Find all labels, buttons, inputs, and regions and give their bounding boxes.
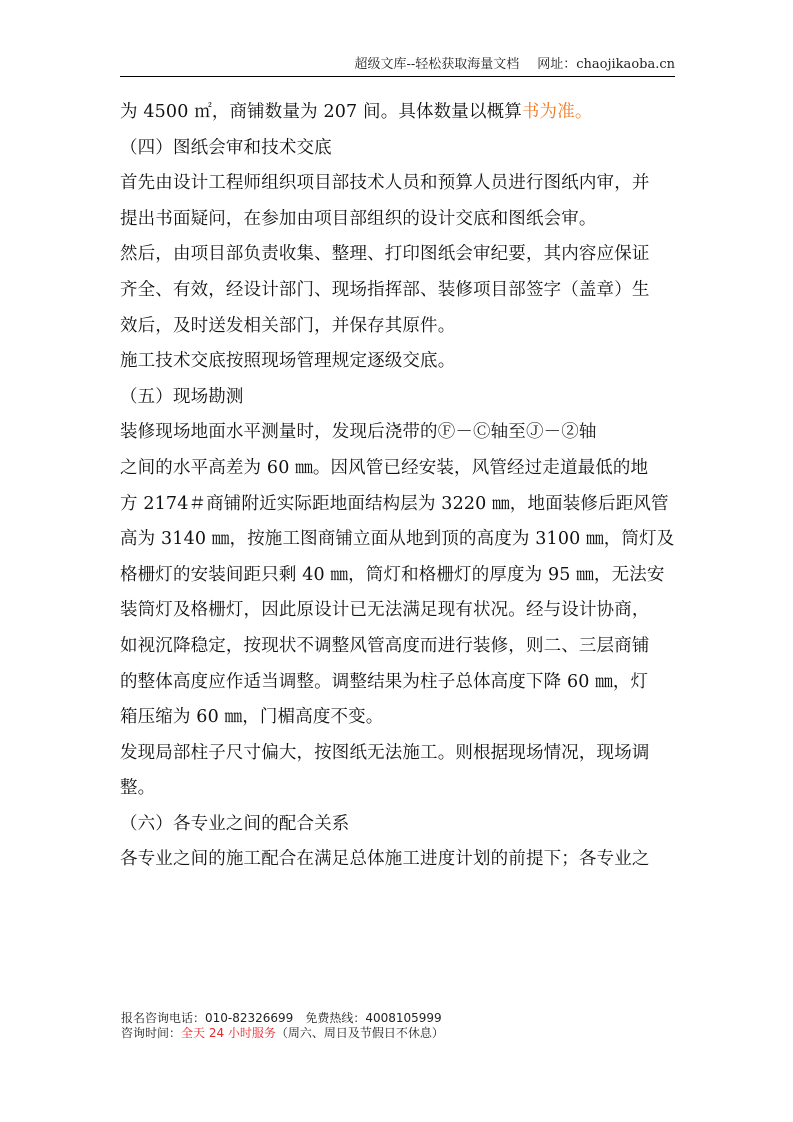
text-line: 如视沉降稳定，按现状不调整风管高度而进行装修，则二、三层商铺 bbox=[120, 635, 650, 656]
text-line: 为 4500 ㎡，商铺数量为 207 间。具体数量以概算书为准。 bbox=[120, 102, 593, 122]
text-line: 然后，由项目部负责收集、整理、打印图纸会审纪要，其内容应保证 bbox=[120, 244, 650, 265]
footer-hours-line: 咨询时间：全天 24 小时服务（周六、周日及节假日不休息） bbox=[121, 1026, 444, 1040]
text-line: 各专业之间的施工配合在满足总体施工进度计划的前提下；各专业之 bbox=[120, 849, 650, 870]
text-line: 装筒灯及格栅灯，因此原设计已无法满足现有状况。经与设计协商， bbox=[120, 600, 650, 621]
text-line: 施工技术交底按照现场管理规定逐级交底。 bbox=[120, 351, 456, 372]
section-heading: （四）图纸会审和技术交底 bbox=[120, 137, 332, 158]
text-line: 格栅灯的安装间距只剩 40 ㎜，筒灯和格栅灯的厚度为 95 ㎜，无法安 bbox=[120, 564, 665, 585]
text-line: 整。 bbox=[120, 778, 156, 799]
document-body bbox=[120, 95, 678, 878]
text-line: 装修现场地面水平测量时，发现后浇带的Ⓕ－Ⓒ轴至Ⓙ－②轴 bbox=[120, 422, 597, 443]
section-heading: （五）现场勘测 bbox=[120, 386, 244, 407]
text-line: 之间的水平高差为 60 ㎜。因风管已经安装，风管经过走道最低的地 bbox=[120, 457, 649, 478]
highlighted-text: 书为准。 bbox=[521, 102, 593, 122]
text-line: 首先由设计工程师组织项目部技术人员和预算人员进行图纸内审，并 bbox=[120, 173, 650, 194]
text-line: 提出书面疑问，在参加由项目部组织的设计交底和图纸会审。 bbox=[120, 208, 597, 229]
text-line: 高为 3140 ㎜，按施工图商铺立面从地到顶的高度为 3100 ㎜，筒灯及 bbox=[120, 529, 675, 550]
text-line: 方 2174＃商铺附近实际距地面结构层为 3220 ㎜，地面装修后距风管 bbox=[120, 493, 669, 514]
service-hours-highlight: 全天 24 小时服务 bbox=[181, 1026, 276, 1040]
text-line: 齐全、有效，经设计部门、现场指挥部、装修项目部签字（盖章）生 bbox=[120, 279, 650, 300]
hotline-label: 免费热线：4008105999 bbox=[305, 1011, 442, 1025]
text-line: 发现局部柱子尺寸偏大，按图纸无法施工。则根据现场情况，现场调 bbox=[120, 742, 650, 763]
text-line: 的整体高度应作适当调整。调整结果为柱子总体高度下降 60 ㎜，灯 bbox=[120, 671, 649, 692]
header-site-url: 网址：chaojikaoba.cn bbox=[537, 57, 675, 72]
header-title: 超级文库--轻松获取海量文档 bbox=[354, 57, 520, 72]
phone-label: 报名咨询电话：010-82326699 bbox=[121, 1011, 294, 1025]
section-heading: （六）各专业之间的配合关系 bbox=[120, 813, 350, 834]
page-footer bbox=[121, 1011, 444, 1041]
footer-contact-line bbox=[121, 1011, 444, 1026]
text-line: 效后，及时送发相关部门，并保存其原件。 bbox=[120, 315, 456, 336]
text-line: 箱压缩为 60 ㎜，门楣高度不变。 bbox=[120, 707, 384, 728]
page-header bbox=[120, 56, 675, 77]
